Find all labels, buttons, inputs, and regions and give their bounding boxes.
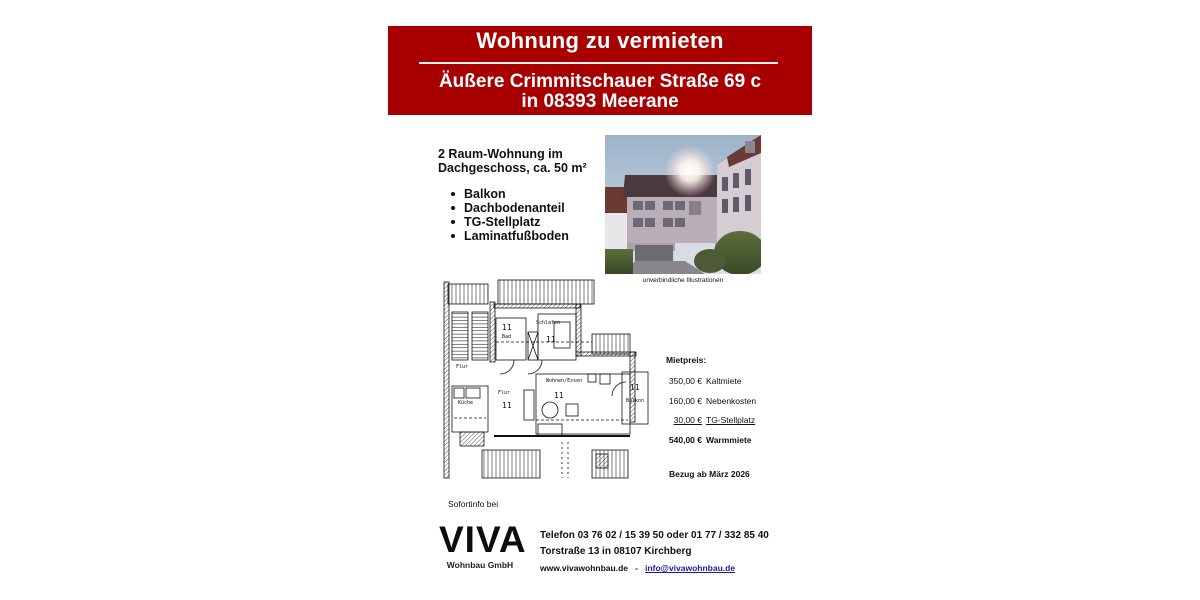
header-banner: [388, 26, 812, 115]
description-line-2: Dachgeschoss, ca. 50 m²: [438, 161, 587, 175]
building-photo-icon: [605, 135, 761, 274]
floorplan-icon: [442, 278, 652, 480]
feature-item: TG-Stellplatz: [450, 215, 569, 229]
svg-text:Balkon: Balkon: [626, 398, 645, 404]
svg-text:Flur: Flur: [456, 364, 469, 370]
feature-item: Laminatfußboden: [450, 229, 569, 243]
page-title: Wohnung zu vermieten: [476, 28, 724, 53]
contact-web-line: [540, 560, 769, 576]
address-city: in 08393 Meerane: [521, 91, 679, 112]
feature-list: [450, 187, 569, 243]
price-amount: 350,00 €: [668, 376, 702, 386]
price-amount: 160,00 €: [668, 395, 702, 406]
flyer-page: [388, 0, 813, 600]
price-amount: 30,00 €: [673, 415, 702, 426]
description-line-1: 2 Raum-Wohnung im: [438, 147, 563, 161]
floorplan-drawing: [442, 278, 652, 480]
company-logo: [439, 519, 527, 570]
contact-phone: Telefon 03 76 02 / 15 39 50 oder 01 77 / 332 85 40: [540, 530, 769, 541]
price-row-kaltmiete: [666, 376, 756, 396]
price-label: Nebenkosten: [706, 395, 757, 406]
address-street: Äußere Crimmitschauer Straße 69 c: [438, 71, 762, 92]
svg-text:11: 11: [546, 335, 556, 344]
pricing-block: [666, 355, 756, 455]
price-label: Kaltmiete: [706, 376, 742, 386]
pricing-heading: Mietpreis:: [666, 355, 707, 365]
svg-text:11: 11: [502, 323, 512, 332]
contact-intro: Sofortinfo bei: [448, 499, 499, 509]
logo-subtitle: Wohnbau GmbH: [446, 560, 514, 570]
contact-details: [540, 528, 769, 576]
feature-item: Balkon: [450, 187, 569, 201]
email-link[interactable]: info@vivawohnbau.de: [645, 563, 736, 573]
separator: -: [635, 563, 638, 573]
move-in-date: Bezug ab März 2026: [669, 469, 750, 479]
svg-text:Wohnen/Essen: Wohnen/Essen: [546, 378, 583, 384]
logo-wordmark: VIVA: [439, 519, 527, 560]
svg-text:Bad: Bad: [502, 334, 512, 340]
header-divider: [419, 62, 778, 64]
price-label: TG-Stellplatz: [706, 415, 756, 426]
svg-text:Flur: Flur: [498, 390, 511, 396]
svg-text:Schlafen: Schlafen: [536, 320, 561, 326]
price-row-nebenkosten: [666, 396, 756, 416]
price-row-stellplatz: [666, 415, 756, 435]
building-photo: [605, 135, 761, 274]
svg-text:11: 11: [502, 401, 512, 410]
price-label: Warmmiete: [706, 435, 752, 446]
photo-caption: unverbindliche Illustrationen: [642, 277, 724, 284]
feature-item: Dachbodenanteil: [450, 201, 569, 215]
price-row-warmmiete: [666, 435, 756, 455]
apartment-description: [438, 147, 587, 175]
price-amount: 540,00 €: [668, 435, 702, 446]
website-text: www.vivawohnbau.de: [540, 563, 629, 573]
svg-text:11: 11: [554, 391, 564, 400]
contact-address: Torstraße 13 in 08107 Kirchberg: [540, 546, 692, 557]
svg-text:Küche: Küche: [458, 400, 474, 406]
svg-text:11: 11: [630, 383, 640, 392]
